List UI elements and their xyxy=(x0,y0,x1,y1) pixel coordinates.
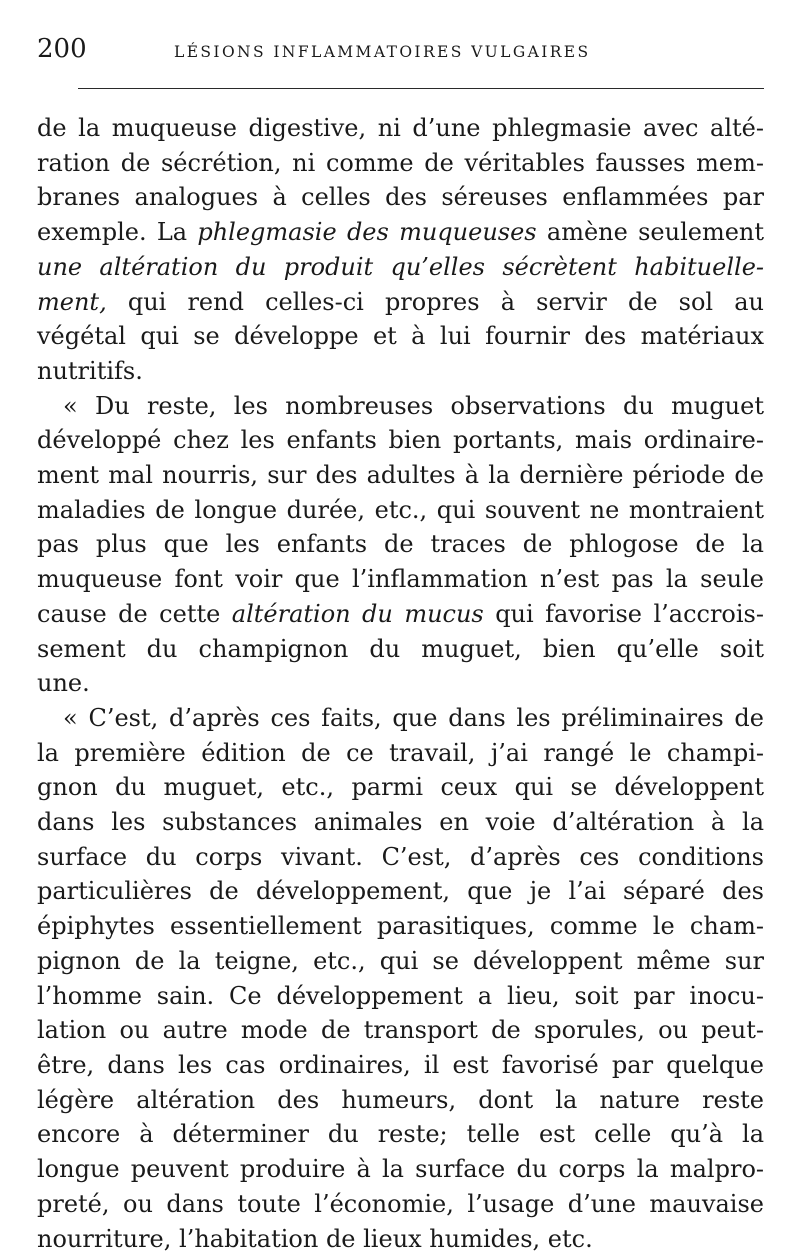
text-line xyxy=(37,389,764,424)
text-line xyxy=(37,979,764,1014)
text-line xyxy=(37,562,764,597)
line-text: exemple. La xyxy=(37,218,197,246)
line-text: dans les substances animales en voie d’altération à la xyxy=(37,808,764,836)
text-line xyxy=(37,180,764,215)
text-line xyxy=(37,458,764,493)
italic-text: phlegmasie des muqueuses xyxy=(197,218,536,246)
text-line xyxy=(37,250,764,285)
text-line xyxy=(37,1187,764,1222)
text-line xyxy=(37,805,764,840)
text-line xyxy=(37,493,764,528)
text-line xyxy=(37,701,764,736)
line-text: cause de cette xyxy=(37,600,232,628)
line-text: qui favorise l’accrois- xyxy=(484,600,764,628)
line-text: muqueuse font voir que l’inflammation n’est pas la seule xyxy=(37,565,764,593)
text-line xyxy=(37,874,764,909)
line-text: « Du reste, les nombreuses observations du muguet xyxy=(63,392,764,420)
text-line xyxy=(37,1083,764,1118)
text-line xyxy=(37,1117,764,1152)
paragraph xyxy=(37,701,764,1256)
line-text: pignon de la teigne, etc., qui se développent même sur xyxy=(37,947,764,975)
text-line xyxy=(37,909,764,944)
text-line xyxy=(37,215,764,250)
line-text: ration de sécrétion, ni comme de véritables fausses mem- xyxy=(37,149,764,177)
italic-text: une altération du produit qu’elles sécrètent habituelle- xyxy=(37,253,764,281)
line-text: lation ou autre mode de transport de sporules, ou peut- xyxy=(37,1016,764,1044)
text-line xyxy=(37,840,764,875)
text-line xyxy=(37,285,764,320)
paragraph xyxy=(37,111,764,389)
text-line xyxy=(37,146,764,181)
paragraph xyxy=(37,389,764,701)
line-text: une. xyxy=(37,669,90,697)
line-text: de la muqueuse digestive, ni d’une phlegmasie avec alté- xyxy=(37,114,764,142)
line-text: preté, ou dans toute l’économie, l’usage d’une mauvaise xyxy=(37,1190,764,1218)
text-line xyxy=(37,111,764,146)
text-line xyxy=(37,354,764,389)
running-title: LÉSIONS INFLAMMATOIRES VULGAIRES xyxy=(174,43,591,61)
text-line xyxy=(37,632,764,667)
line-text: l’homme sain. Ce développement a lieu, soit par inocu- xyxy=(37,982,764,1010)
line-text: nourriture, l’habitation de lieux humides, etc. xyxy=(37,1225,593,1253)
line-text: « C’est, d’après ces faits, que dans les préliminaires de xyxy=(63,704,764,732)
text-line xyxy=(37,1152,764,1187)
header-rule xyxy=(78,88,764,89)
line-text: être, dans les cas ordinaires, il est favorisé par quelque xyxy=(37,1051,764,1079)
line-text: nutritifs. xyxy=(37,357,143,385)
line-text: encore à déterminer du reste; telle est celle qu’à la xyxy=(37,1120,764,1148)
line-text: développé chez les enfants bien portants, mais ordinaire- xyxy=(37,426,764,454)
body-text xyxy=(37,111,764,1256)
text-line xyxy=(37,527,764,562)
text-line xyxy=(37,1048,764,1083)
text-line xyxy=(37,736,764,771)
text-line xyxy=(37,597,764,632)
page-header xyxy=(37,28,764,72)
text-line xyxy=(37,1013,764,1048)
line-text: légère altération des humeurs, dont la nature reste xyxy=(37,1086,764,1114)
line-text: sement du champignon du muguet, bien qu’elle soit xyxy=(37,635,764,663)
italic-text: altération du mucus xyxy=(232,600,484,628)
line-text: ment mal nourris, sur des adultes à la dernière période de xyxy=(37,461,764,489)
text-line xyxy=(37,423,764,458)
line-text: amène seulement xyxy=(537,218,764,246)
page-number: 200 xyxy=(37,34,87,64)
line-text: épiphytes essentiellement parasitiques, comme le cham- xyxy=(37,912,764,940)
text-line xyxy=(37,944,764,979)
line-text: particulières de développement, que je l’ai séparé des xyxy=(37,877,764,905)
line-text: qui rend celles-ci propres à servir de sol au xyxy=(107,288,764,316)
line-text: végétal qui se développe et à lui fournir des matériaux xyxy=(37,322,764,350)
text-line xyxy=(37,770,764,805)
line-text: la première édition de ce travail, j’ai rangé le champi- xyxy=(37,739,764,767)
line-text: maladies de longue durée, etc., qui souvent ne montraient xyxy=(37,496,764,524)
line-text: longue peuvent produire à la surface du corps la malpro- xyxy=(37,1155,764,1183)
text-line xyxy=(37,1222,764,1256)
line-text: gnon du muguet, etc., parmi ceux qui se développent xyxy=(37,773,764,801)
line-text: branes analogues à celles des séreuses enflammées par xyxy=(37,183,764,211)
line-text: pas plus que les enfants de traces de phlogose de la xyxy=(37,530,764,558)
text-line xyxy=(37,319,764,354)
line-text: surface du corps vivant. C’est, d’après ces conditions xyxy=(37,843,764,871)
italic-text: ment, xyxy=(37,288,107,316)
text-line xyxy=(37,666,764,701)
